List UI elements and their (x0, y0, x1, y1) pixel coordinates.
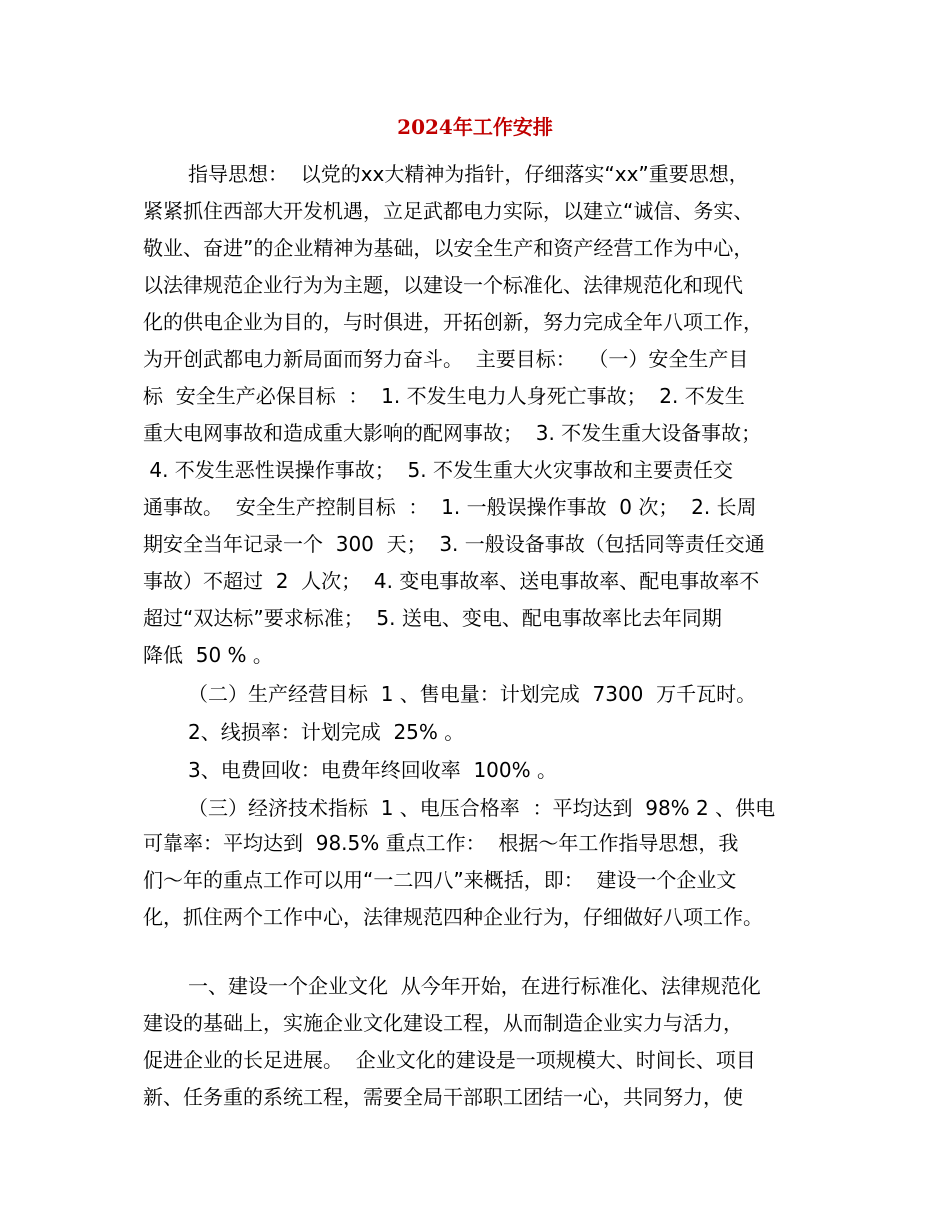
body-line: （二）生产经营目标 1 、售电量：计划完成 7300 万千瓦时。 (188, 682, 757, 706)
body-line: 重大电网事故和造成重大影响的配网事故； 3. 不发生重大设备事故； (143, 421, 762, 445)
body-line: 2、线损率：计划完成 25% 。 (188, 720, 465, 744)
body-line: 降低 50 % 。 (143, 643, 273, 667)
body-line: 标 安全生产必保目标 ： 1. 不发生电力人身死亡事故； 2. 不发生 (143, 384, 745, 408)
body-line: 们～年的重点工作可以用“一二四八”来概括，即： 建设一个企业文 (143, 868, 737, 892)
body-line: 3、电费回收：电费年终回收率 100% 。 (188, 758, 557, 782)
body-line: 通事故。 安全生产控制目标 ： 1. 一般误操作事故 0 次； 2. 长周 (143, 495, 757, 519)
body-line: 期安全当年记录一个 300 天； 3. 一般设备事故（包括同等责任交通 (143, 532, 765, 556)
document-title: 2024年工作安排 (397, 115, 553, 139)
body-line: 新、任务重的系统工程，需要全局干部职工团结一心，共同努力，使 (143, 1085, 743, 1109)
body-line: 紧紧抓住西部大开发机遇，立足武都电力实际，以建立“诚信、务实、 (143, 199, 754, 223)
body-line: 指导思想： 以党的xx大精神为指针，仔细落实“xx”重要思想， (188, 162, 749, 186)
body-line: 化，抓住两个工作中心，法律规范四种企业行为，仔细做好八项工作。 (143, 905, 763, 929)
body-line: 以法律规范企业行为为主题，以建设一个标准化、法律规范化和现代 (143, 273, 743, 297)
body-line: 促进企业的长足进展。 企业文化的建设是一项规模大、时间长、项目 (143, 1048, 756, 1072)
body-line: （三）经济技术指标 1 、电压合格率 ：平均达到 98% 2 、供电 (188, 796, 776, 820)
body-line: 一、建设一个企业文化 从今年开始，在进行标准化、法律规范化 (188, 974, 761, 998)
body-line: 可靠率：平均达到 98.5% 重点工作： 根据～年工作指导思想，我 (143, 831, 739, 855)
body-line: 化的供电企业为目的，与时俱进，开拓创新，努力完成全年八项工作， (143, 310, 763, 334)
body-line: 为开创武都电力新局面而努力奋斗。 主要目标： （一）安全生产目 (143, 347, 749, 371)
body-line: 4. 不发生恶性误操作事故； 5. 不发生重大火灾事故和主要责任交 (143, 458, 733, 482)
body-line: 事故）不超过 2 人次； 4. 变电事故率、送电事故率、配电事故率不 (143, 569, 760, 593)
body-line: 敬业、奋进”的企业精神为基础，以安全生产和资产经营工作为中心， (143, 236, 754, 260)
body-line: 超过“双达标”要求标准； 5. 送电、变电、配电事故率比去年同期 (143, 606, 722, 630)
body-line: 建设的基础上，实施企业文化建设工程，从而制造企业实力与活力， (143, 1011, 743, 1035)
